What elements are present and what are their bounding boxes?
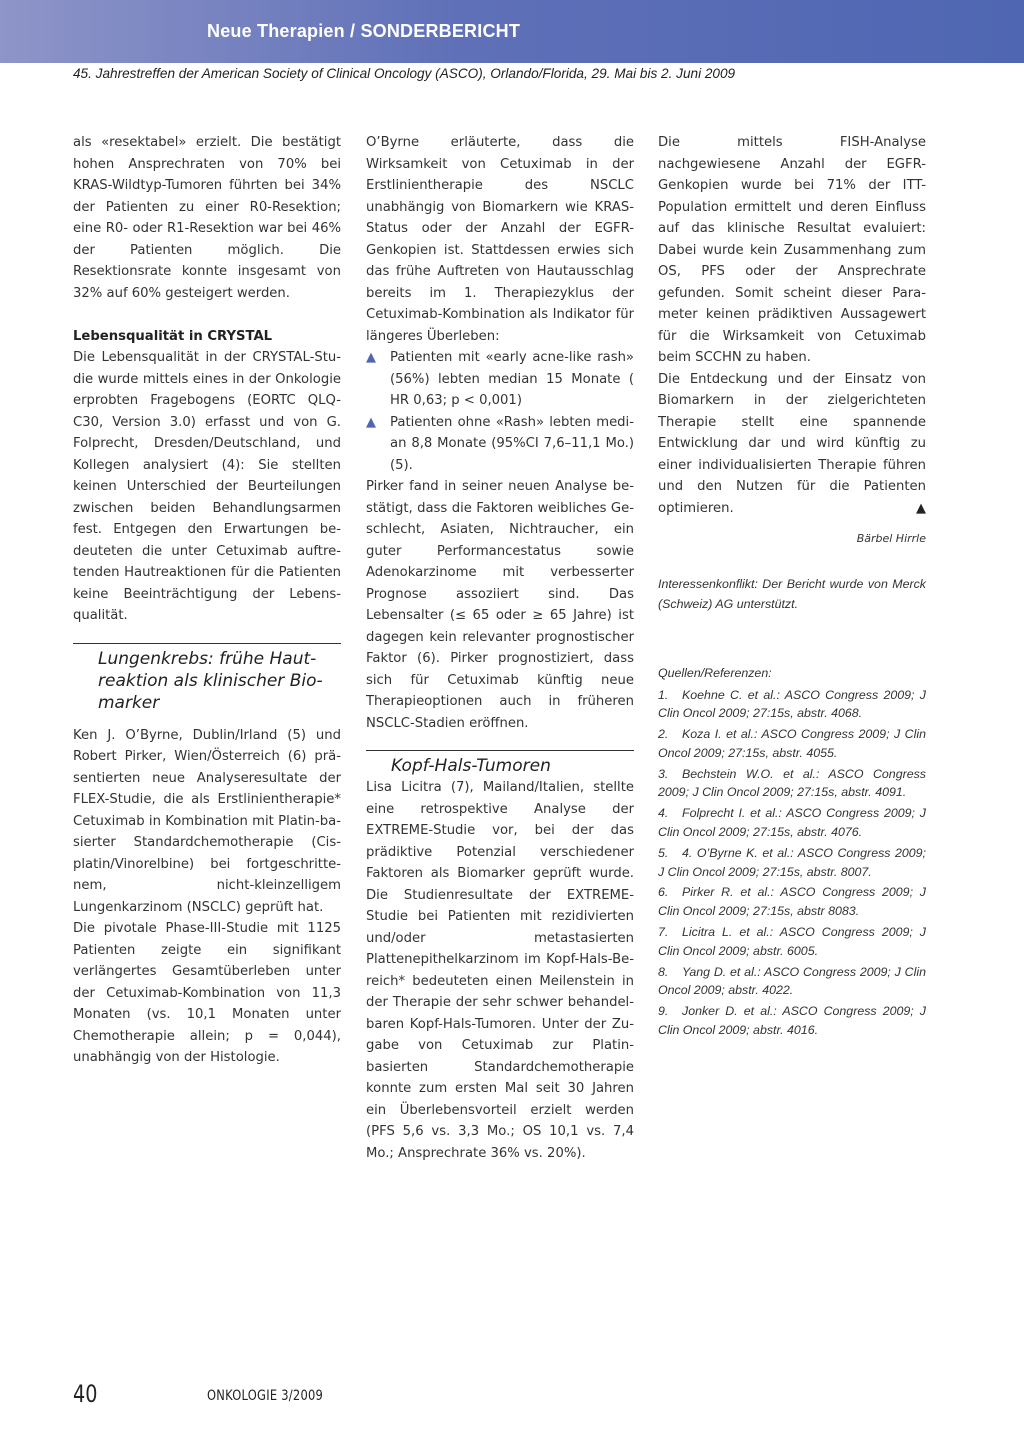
bullet-item: [366, 347, 634, 412]
reference-text: Folprecht I. et al.: ASCO Congress 2009; J Clin Oncol 2009; 27:15s, abstr. 4076.: [658, 806, 926, 840]
author-name: Bärbel Hirrle: [856, 532, 926, 545]
column-1: [73, 132, 341, 1069]
bullet-text: Patienten mit «early acne-like rash» (56%) lebten median 15 Monate ( HR 0,63; p < 0,001): [390, 350, 634, 408]
subheading-crystal: Lebensqualität in CRYSTAL: [73, 328, 273, 344]
page-number: 40: [73, 1380, 98, 1408]
paragraph: Die pivotale Phase-III-Studie mit 1125 Patienten zeigte ein signifikant verlängertes Gesamtüberleben unter der Cetuximab-Kombination von 11,3 Monaten (vs. 10,1 Monaten unter Chemotherapie allein; p = 0,044), unabhängig von der Histologie.: [73, 921, 341, 1065]
column-2: [366, 132, 634, 1164]
reference-number: 4.: [658, 806, 669, 821]
heading-line: Kopf-Hals-Tumoren: [391, 756, 551, 776]
paragraph: Ken J. O’Byrne, Dublin/Irland (5) und Robert Pirker, Wien/Österreich (6) präsentierten neue Analyseresultate der FLEX-Studie, die als Erstlinientherapie* Cetuximab in Kombination mit Platin-basierter Standardchemotherapie (Cisplatin/Vinorelbine) bei fortgeschrittenem, nicht-kleinzelligem Lungenkarzinom (NSCLC) geprüft hat.: [73, 727, 341, 915]
reference-item: [658, 844, 926, 882]
reference-number: 7.: [658, 925, 669, 940]
reference-item: [658, 804, 926, 842]
reference-number: 1.: [658, 687, 669, 702]
journal-issue: ONKOLOGIE 3/2009: [207, 1388, 324, 1404]
reference-item: [658, 883, 926, 921]
triangle-bullet-icon: ▲: [366, 350, 376, 365]
bullet-list: [366, 347, 634, 476]
paragraph: Pirker fand in seiner neuen Analyse bestätigt, dass die Faktoren weibliches Geschlecht, Asiaten, Nichtraucher, ein guter Performancestatus sowie Adenokarzinome mit verbesserter Prognose assoziiert sind. Das Lebensalter (≤ 65 oder ≥ 65 Jahre) ist dagegen kein relevanter prognostischer Faktor (6). Pirker prognostiziert, dass sich für Cetuximab künftig neue Therapieoptionen auch in früheren NSCLC-Stadien eröffnen.: [366, 479, 634, 731]
paragraph-final: [658, 369, 926, 520]
reference-text: Licitra L. et al.: ASCO Congress 2009; J Clin Oncol 2009; abstr. 6005.: [658, 925, 926, 958]
reference-item: [658, 686, 926, 724]
triangle-bullet-icon: ▲: [366, 414, 376, 430]
reference-number: 2.: [658, 727, 669, 742]
bullet-text: Patienten ohne «Rash» lebten median 8,8 Monate (95%CI 7,6–11,1 Mo.) (5).: [390, 414, 634, 473]
reference-item: [658, 725, 926, 763]
paragraph: Die mittels FISH-Analyse nachgewiesene Anzahl der EGFR-Genkopien wurde bei 71% der ITT-Population ermittelt und deren Einfluss auf das klinische Resultat evaluiert: Dabei wurde kein Zusammenhang zum OS, PFS oder der Ansprechrate gefunden. Somit scheint dieser Parameter keinen prädiktiven Aussagewert für die Wirksamkeit von Cetuximab beim SCCHN zu haben.: [658, 135, 926, 365]
reference-number: 5.: [658, 845, 669, 860]
reference-text: 4. O’Byrne K. et al.: ASCO Congress 2009; J Clin Oncol 2009; 27:15s, abstr. 8007.: [658, 845, 926, 879]
paragraph: O’Byrne erläuterte, dass die Wirksamkeit von Cetuximab in der Erstlinientherapie des NSCLC unabhängig von Biomarkern wie KRAS-Status oder der Anzahl der EGFR-Genkopien ist. Stattdessen erwies sich das frühe Auftreten von Hautausschlag bereits im 1. Therapiezyklus der Cetuximab-Kombination als Indikator für längeres Überleben:: [366, 135, 634, 344]
reference-item: [658, 1002, 926, 1040]
reference-item: [658, 923, 926, 961]
paragraph: als «resektabel» erzielt. Die bestätigt hohen Ansprechraten von 70% bei KRAS-Wildtyp-Tumoren führten bei 34% der Patienten zu einer R0-Resektion; eine R0- oder R1-Resektion war bei 46% der Patienten möglich. Die Resektionsrate konnte insgesamt von 32% auf 60% gesteigert werden.: [73, 135, 341, 301]
reference-item: [658, 765, 926, 803]
reference-item: [658, 963, 926, 1001]
reference-number: 3.: [658, 766, 669, 781]
conflict-of-interest: Interessenkonflikt: Der Bericht wurde von Merck (Schweiz) AG unterstützt.: [658, 577, 926, 611]
column-3: [658, 132, 926, 1042]
paragraph: Lisa Licitra (7), Mailand/Italien, stellte eine retrospektive Analyse der EXTREME-Studie vor, bei der das prädiktive Potenzial verschiedener Faktoren als Biomarker geprüft wurde. Die Studienresultate der EXTREME-Studie bei Patienten mit rezidivierten und/oder metastasierten Plattenepithelkarzinom im Kopf-Hals-Bereich* bedeuteten einen Meilenstein in der Therapie der sehr schwer behandelbaren Kopf-Hals-Tumoren. Unter der Zugabe von Cetuximab zur Platin-basierten Standardchemotherapie konnte zum ersten Mal seit 30 Jahren ein Überlebensvorteil erzielt werden (PFS 5,6 vs. 3,3 Mo.; OS 10,1 vs. 7,4 Mo.; Ansprechrate 36% vs. 20%).: [366, 780, 634, 1161]
end-triangle-icon: ▲: [916, 500, 926, 516]
reference-number: 9.: [658, 1004, 669, 1019]
reference-list: [658, 686, 926, 1040]
reference-text: Koza I. et al.: ASCO Congress 2009; J Clin Oncol 2009; 27:15s, abstr. 4055.: [658, 727, 926, 760]
reference-text: Jonker D. et al.: ASCO Congress 2009; J Clin Oncol 2009; abstr. 4016.: [658, 1004, 926, 1038]
heading-kopf-hals: [366, 750, 634, 777]
heading-line: marker: [98, 692, 160, 713]
reference-text: Yang D. et al.: ASCO Congress 2009; J Clin Oncol 2009; abstr. 4022.: [658, 964, 926, 998]
heading-line: Lungenkrebs: frühe Haut-: [98, 648, 317, 669]
paragraph-text: Die Entdeckung und der Einsatz von Biomarkern in der zielgerichteten Therapie stellt eine spannende Entwicklung dar und wird künftig zu einer individualisierten Therapie führen und den Nutzen für die Patienten optimieren.: [658, 371, 926, 516]
references-label: Quellen/Referenzen:: [658, 666, 772, 680]
section-title: Neue Therapien / SONDERBERICHT: [207, 21, 521, 41]
heading-lungenkrebs: [73, 643, 341, 714]
conference-subtitle: 45. Jahrestreffen der American Society of Clinical Oncology (ASCO), Orlando/Florida, 29. Mai bis 2. Juni 2009: [73, 66, 736, 81]
reference-text: Bechstein W.O. et al.: ASCO Congress 2009; J Clin Oncol 2009; 27:15s, abstr. 4091.: [658, 766, 926, 800]
reference-number: 6.: [658, 885, 669, 900]
reference-text: Pirker R. et al.: ASCO Congress 2009; J Clin Oncol 2009; 27:15s, abstr 8083.: [658, 885, 926, 919]
paragraph: Die Lebensqualität in der CRYSTAL-Studie wurde mittels eines in der Onkologie erprobten Fragebogens (EORTC QLQ-C30, Version 3.0) erfasst und von G. Folprecht, Dresden/Deutschland, und Kollegen analysiert (4): Sie stellten keinen Unterschied der Beurteilungen zwischen beiden Behandlungsarmen fest. Entgegen den Erwartungen bedeuteten die unter Cetuximab auftretenden Hautreaktionen für die Patienten keine Beeinträchtigung der Lebensqualität.: [73, 350, 341, 623]
bullet-item: [366, 412, 634, 477]
heading-line: reaktion als klinischer Bio-: [98, 670, 323, 691]
reference-number: 8.: [658, 964, 669, 979]
reference-text: Koehne C. et al.: ASCO Congress 2009; J Clin Oncol 2009; 27:15s, abstr. 4068.: [658, 687, 926, 721]
